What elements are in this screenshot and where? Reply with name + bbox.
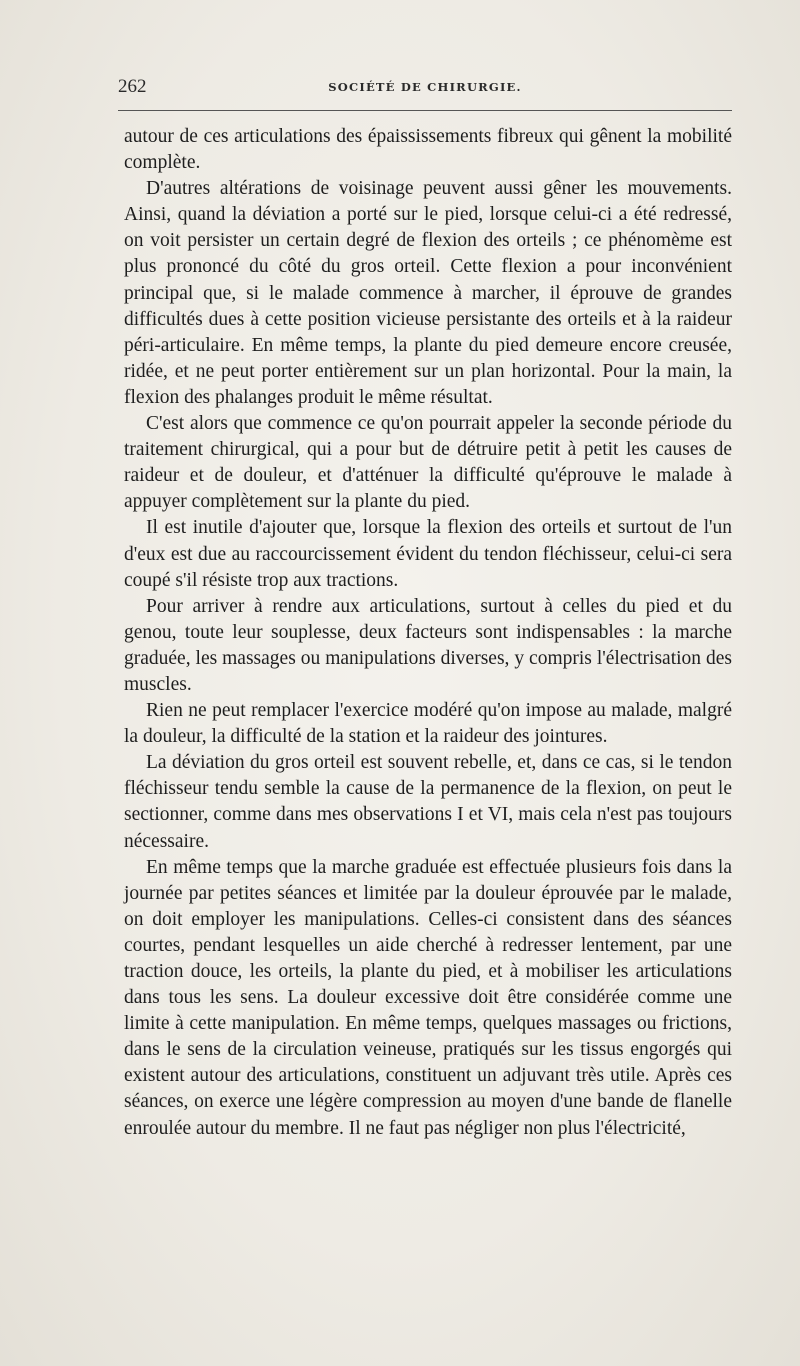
page-number: 262 bbox=[118, 76, 147, 97]
paragraph: Il est inutile d'ajouter que, lorsque la flexion des orteils et surtout de l'un d'eux est due au raccourcissement évident du tendon fléchisseur, celui-ci sera coupé s'il résiste trop aux tractions. bbox=[124, 517, 732, 591]
page-header bbox=[118, 76, 732, 100]
paragraph: autour de ces articulations des épaississements fibreux qui gênent la mobilité complète. bbox=[124, 126, 732, 174]
body-text bbox=[124, 124, 732, 1142]
paragraph: Pour arriver à rendre aux articulations, surtout à celles du pied et du genou, toute leur souplesse, deux facteurs sont indispensables : la marche graduée, les massages ou manipulations diverses, y compris l'électrisation des muscles. bbox=[124, 595, 732, 695]
paragraph: C'est alors que commence ce qu'on pourrait appeler la seconde période du traitement chirurgical, qui a pour but de détruire petit à petit les causes de raideur et de douleur, et d'atténuer la difficulté qu'éprouve le malade à appuyer complètement sur la plante du pied. bbox=[124, 413, 732, 513]
paragraph: Rien ne peut remplacer l'exercice modéré qu'on impose au malade, malgré la douleur, la difficulté de la station et la raideur des jointures. bbox=[124, 700, 732, 748]
paragraph: La déviation du gros orteil est souvent rebelle, et, dans ce cas, si le tendon fléchisseur tendu semble la cause de la permanence de la flexion, on peut le sectionner, comme dans mes observations I et VI, mais cela n'est pas toujours nécessaire. bbox=[124, 752, 732, 852]
running-head: SOCIÉTÉ DE CHIRURGIE. bbox=[328, 80, 522, 94]
header-rule bbox=[118, 110, 732, 111]
paragraph: En même temps que la marche graduée est effectuée plusieurs fois dans la journée par petites séances et limitée par la douleur éprouvée par le malade, on doit employer les manipulations. Celles-ci consistent dans des séances courtes, pendant lesquelles un aide cherché à redresser lentement, par une traction douce, les orteils, la plante du pied, et à mobiliser les articulations dans tous les sens. La douleur excessive doit être considérée comme une limite à cette manipulation. En même temps, quelques massages ou frictions, dans le sens de la circulation veineuse, pratiqués sur les tissus engorgés qui existent autour des articulations, constituent un adjuvant très utile. Après ces séances, on exerce une légère compression au moyen d'une bande de flanelle enroulée autour du membre. Il ne faut pas négliger non plus l'électricité, bbox=[124, 856, 732, 1139]
paragraph: D'autres altérations de voisinage peuvent aussi gêner les mouvements. Ainsi, quand la déviation a porté sur le pied, lorsque celui-ci a été redressé, on voit persister un certain degré de flexion des orteils ; ce phénomème est plus prononcé du côté du gros orteil. Cette flexion a pour inconvénient principal que, si le malade commence à marcher, il éprouve de grandes difficultés dues à cette position vicieuse persistante des orteils et à la raideur péri-articulaire. En même temps, la plante du pied demeure encore creusée, ridée, et ne peut porter entièrement sur un plan horizontal. Pour la main, la flexion des phalanges produit le même résultat. bbox=[124, 178, 732, 408]
